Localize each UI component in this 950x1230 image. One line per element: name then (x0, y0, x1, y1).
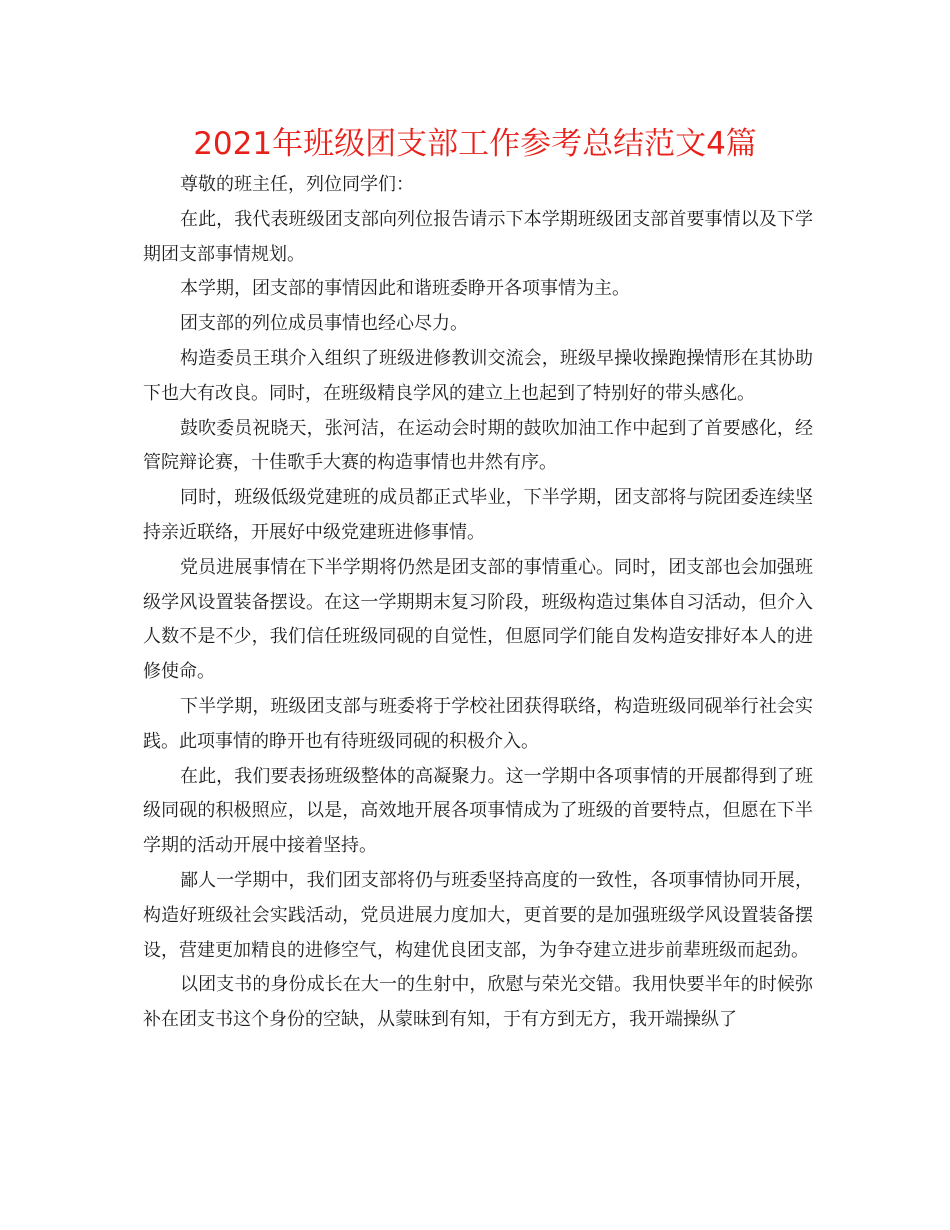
body-paragraph: 本学期，团支部的事情因此和谐班委睁开各项事情为主。 (180, 278, 630, 300)
body-paragraph: 下半学期，班级团支部与班委将于学校社团获得联络，构造班级同砚举行社会实践。此项事情的睁开也有待班级同砚的积极介入。 (143, 695, 813, 752)
salutation-paragraph: 尊敬的班主任，列位同学们： (180, 174, 414, 195)
body-paragraph: 团支部的列位成员事情也经心尽力。 (180, 313, 468, 335)
body-paragraph: 鼓吹委员祝晓天，张河洁，在运动会时期的鼓吹加油工作中起到了首要感化，经管院辩论赛，十佳歌手大赛的构造事情也井然有序。 (143, 417, 813, 474)
document-title: 2021年班级团支部工作参考总结范文4篇 (193, 126, 757, 162)
document-body (143, 168, 813, 1038)
body-paragraph: 以团支书的身份成长在大一的生射中，欣慰与荣光交错。我用快要半年的时候弥补在团支书这个身份的空缺，从蒙昧到有知，于有方到无方，我开端操纵了 (143, 974, 813, 1031)
body-paragraph: 构造委员王琪介入组织了班级进修教训交流会，班级早操收操跑操情形在其协助下也大有改良。同时，在班级精良学风的建立上也起到了特别好的带头感化。 (143, 347, 813, 404)
body-paragraph: 党员进展事情在下半学期将仍然是团支部的事情重心。同时，团支部也会加强班级学风设置装备摆设。在这一学期期末复习阶段，班级构造过集体自习活动，但介入人数不是不少，我们信任班级同砚的自觉性，但愿同学们能自发构造安排好本人的进修使命。 (143, 556, 813, 683)
body-paragraph: 同时，班级低级党建班的成员都正式毕业，下半学期，团支部将与院团委连续坚持亲近联络，开展好中级党建班进修事情。 (143, 487, 813, 543)
body-paragraph: 在此，我们要表扬班级整体的高凝聚力。这一学期中各项事情的开展都得到了班级同砚的积极照应，以是，高效地开展各项事情成为了班级的首要特点，但愿在下半学期的活动开展中接着坚持。 (143, 765, 813, 857)
body-paragraph: 在此，我代表班级团支部向列位报告请示下本学期班级团支部首要事情以及下学期团支部事情规划。 (143, 208, 813, 265)
body-paragraph: 鄙人一学期中，我们团支部将仍与班委坚持高度的一致性，各项事情协同开展，构造好班级社会实践活动，党员进展力度加大，更首要的是加强班级学风设置装备摆设，营建更加精良的进修空气，构建优良团支部，为争夺建立进步前辈班级而起劲。 (143, 869, 813, 961)
